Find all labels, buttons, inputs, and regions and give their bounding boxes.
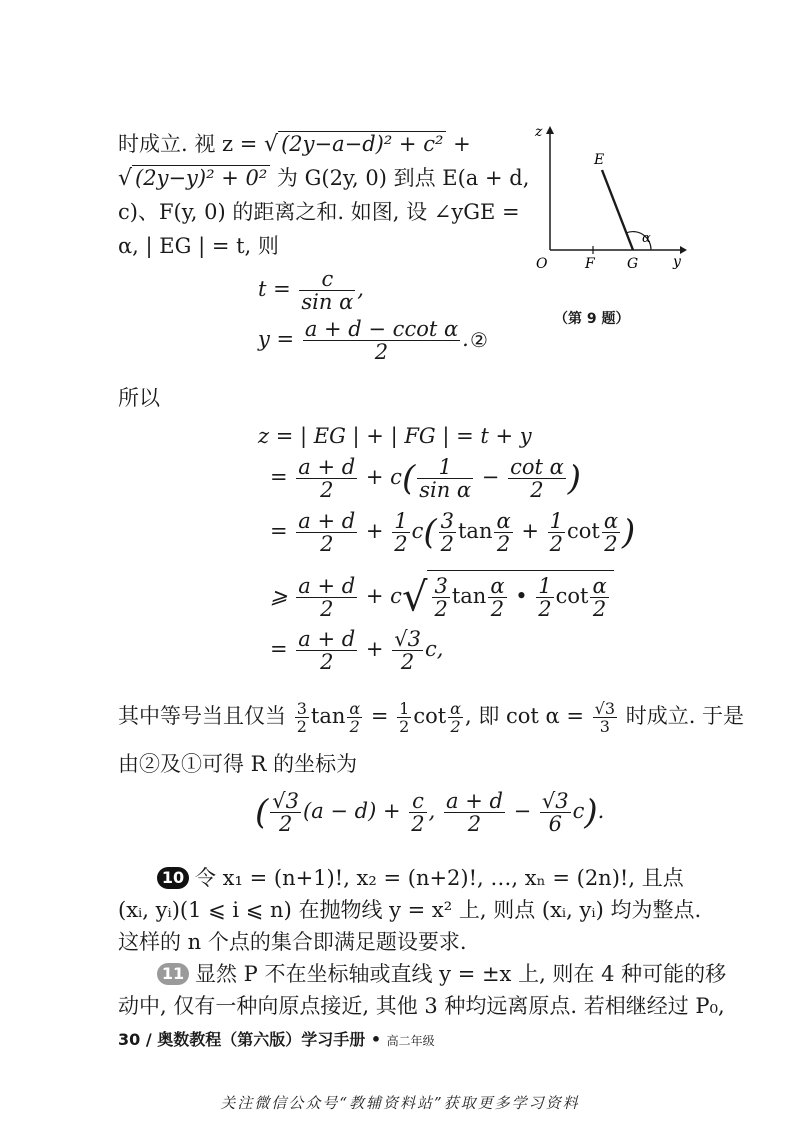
text: +	[365, 519, 384, 543]
suoyi: 所以	[118, 386, 160, 410]
text: 显然 P 不在坐标轴或直线 y = ±x 上, 则在 4 种可能的移	[195, 962, 727, 986]
punct: ,	[357, 277, 364, 301]
text: 时成立. 于是	[619, 704, 745, 728]
separator: /	[145, 1030, 152, 1049]
fraction	[296, 510, 357, 555]
para1-line1: 时成立. 视 z = √ (2y−a−d)² + c² +	[118, 132, 471, 157]
numerator: α	[450, 699, 461, 718]
numerator: a + d	[446, 789, 503, 813]
text: + c	[365, 584, 402, 608]
equation-tag-2: ②	[470, 328, 488, 352]
denominator: 2	[278, 812, 293, 836]
text: 为 G(2y, 0) 到点 E(a + d,	[270, 166, 530, 190]
chain-row2: = $\frac{a + d}{2}$ + c( $\frac{1}{\text{sin α}}$ − $\frac{\text{cot α}}{2}$ )	[270, 455, 582, 502]
text: c	[424, 637, 437, 661]
sqrt-expression: (2y−a−d)² + c²	[278, 131, 446, 156]
problem-10-badge: 10	[157, 867, 189, 889]
denominator: 2	[440, 532, 454, 556]
G-label: G	[627, 256, 639, 272]
fraction	[432, 575, 449, 620]
numerator: 1	[399, 699, 410, 718]
numerator: √3	[394, 627, 421, 651]
z-axis-arrow	[546, 126, 554, 134]
z-label: z	[535, 124, 543, 140]
denominator: 2	[320, 532, 334, 556]
fraction	[444, 790, 505, 835]
numerator: 1	[417, 456, 473, 479]
problem-10-line2: (xᵢ, yᵢ)(1 ⩽ i ⩽ n) 在抛物线 y = x² 上, 则点 (xᵢ, yᵢ) 均为整点.	[118, 898, 702, 922]
book-title: 奥数教程（第六版）学习手册 •	[157, 1030, 382, 1049]
fraction	[347, 700, 362, 735]
chain-row1: z = | EG | + | FG | = t + y	[258, 424, 532, 448]
chain-row4: ⩾ $\frac{a + d}{2}$ + c√ $\frac{3}{2}$ tan $\frac{\alpha}{2}$ • $\frac{1}{2}$ cot $\frac{\alpha}{2}$	[270, 570, 614, 621]
numerator: a + d	[298, 455, 356, 479]
fraction	[296, 628, 357, 673]
fraction	[548, 510, 565, 555]
watermark: 关注微信公众号“教辅资料站”获取更多学习资料	[220, 1094, 580, 1112]
denominator: 3	[599, 717, 610, 736]
denominator: 2	[349, 717, 360, 736]
punct: .	[462, 327, 469, 351]
numerator: a + d	[298, 574, 356, 598]
fraction	[303, 318, 460, 363]
text: cot	[555, 584, 589, 608]
fraction	[299, 268, 355, 313]
numerator: 1	[549, 509, 564, 533]
text: tan	[310, 704, 346, 728]
text: −	[481, 465, 500, 489]
denominator: 2	[320, 478, 334, 502]
grade-label: 高二年级	[386, 1034, 435, 1048]
denominator: 2	[320, 650, 334, 674]
equation-y	[258, 318, 469, 363]
fraction	[295, 700, 309, 735]
denominator: 2	[400, 650, 415, 674]
eq-sign: =	[270, 519, 288, 543]
alpha-label: α	[642, 231, 651, 246]
segment-EG	[602, 170, 633, 250]
numerator: a + d	[298, 509, 356, 533]
denominator: 2	[592, 597, 607, 621]
problem-11-line1	[157, 960, 726, 988]
problem-10-line3: 这样的 n 个点的集合即满足题设要求.	[118, 930, 467, 954]
para2-line2: 由②及①可得 R 的坐标为	[118, 752, 358, 776]
numerator: 3	[296, 699, 307, 718]
eq-sign: =	[270, 465, 288, 489]
fraction	[494, 510, 512, 555]
text: +	[521, 519, 539, 543]
fraction	[540, 790, 571, 835]
figure-caption: （第 9 题）	[554, 311, 630, 327]
para1-line3: c)、F(y, 0) 的距离之和. 如图, 设 ∠yGE =	[118, 200, 520, 224]
y-label: y	[673, 254, 681, 270]
fraction	[296, 456, 357, 501]
denominator: 2	[320, 597, 334, 621]
text: (a − d) +	[303, 799, 408, 823]
text: + c	[365, 465, 402, 489]
para2-line1	[118, 700, 744, 735]
sqrt-expression: (2y−y)² + 0²	[132, 165, 270, 190]
denominator: 2	[394, 532, 408, 556]
numerator: √3	[594, 699, 616, 718]
text: tan	[457, 519, 493, 543]
denominator: 2	[604, 532, 618, 556]
text: =	[364, 704, 396, 728]
denominator: 2	[374, 340, 389, 364]
equation-t	[258, 268, 364, 313]
numerator: 3	[440, 509, 454, 533]
text: , 即 cot α =	[464, 704, 591, 728]
denominator: sin α	[301, 290, 354, 314]
denominator: 2	[434, 597, 448, 621]
denominator: 2	[467, 812, 482, 836]
geq-sign: ⩾	[270, 584, 288, 608]
numerator: α	[490, 574, 505, 598]
problem-11-badge: 11	[157, 963, 189, 985]
numerator: √3	[541, 789, 569, 813]
denominator: 2	[496, 532, 511, 556]
numerator: α	[592, 574, 607, 598]
lhs: y =	[258, 327, 295, 351]
O-label: O	[536, 256, 548, 272]
sqrt-body	[427, 570, 613, 620]
denominator: 2	[296, 717, 307, 736]
fraction	[417, 456, 473, 501]
denominator: 2	[490, 597, 505, 621]
fraction	[270, 790, 301, 835]
denominator: 2	[411, 812, 425, 836]
text: ,	[428, 799, 442, 823]
text: tan	[451, 584, 487, 608]
numerator: c	[409, 790, 426, 813]
fraction	[590, 575, 608, 620]
eq-sign: =	[270, 637, 288, 661]
numerator: 1	[394, 509, 408, 533]
fraction	[488, 575, 506, 620]
text: cot	[567, 519, 600, 543]
punct: .	[597, 799, 605, 823]
problem-10-line1	[157, 864, 684, 892]
chain-row3: = $\frac{a + d}{2}$ + $\frac{1}{2}$ c( $\frac{3}{2}$ tan $\frac{\alpha}{2}$ + $\frac{1}{2}$ cot $\frac{\alpha}{2}$ )	[270, 509, 636, 556]
text: −	[506, 799, 538, 823]
problem-11-line2: 动中, 仅有一种向原点接近, 其他 3 种均远离原点. 若相继经过 P₀,	[118, 994, 725, 1018]
punct: ,	[436, 637, 444, 661]
text: 时成立. 视 z =	[118, 132, 265, 156]
fraction	[602, 510, 620, 555]
numerator: √3	[272, 789, 300, 813]
text: +	[365, 637, 384, 661]
denominator: 2	[399, 717, 410, 736]
text: c	[411, 519, 424, 543]
figure-9	[505, 120, 690, 275]
fraction	[392, 510, 409, 555]
fraction	[536, 575, 553, 620]
numerator: α	[496, 509, 511, 533]
page-number: 30	[118, 1030, 141, 1049]
fraction	[296, 575, 357, 620]
text: c	[572, 799, 585, 823]
numerator: cot α	[510, 455, 564, 479]
text: +	[446, 132, 471, 156]
chain-row5	[270, 628, 443, 673]
fraction	[448, 700, 463, 735]
numerator: α	[349, 699, 361, 718]
fraction	[409, 790, 426, 835]
numerator: a + d	[298, 627, 356, 651]
dot: •	[515, 584, 528, 608]
F-label: F	[585, 256, 595, 272]
fraction	[593, 700, 617, 735]
coordinate-expression: ( $\frac{√3}{2}$ (a − d) + $\frac{c}{2}$ , $\frac{a + d}{2}$ − $\frac{√3}{6}$ c).	[255, 789, 605, 836]
fraction	[439, 510, 456, 555]
lhs: t =	[258, 277, 291, 301]
numerator: a + d − ccot α	[304, 317, 459, 341]
denominator: 2	[538, 597, 552, 621]
fraction	[397, 700, 411, 735]
denominator: 6	[548, 812, 562, 836]
denominator: 2	[549, 532, 564, 556]
numerator: 3	[434, 574, 448, 598]
fraction	[508, 456, 566, 501]
denominator: sin α	[419, 478, 472, 502]
page-footer	[118, 1027, 435, 1050]
para1-line2: √ (2y−y)² + 0² 为 G(2y, 0) 到点 E(a + d,	[118, 166, 530, 191]
text: cot	[413, 704, 447, 728]
E-label: E	[594, 152, 605, 168]
text: 令 x₁ = (n+1)!, x₂ = (n+2)!, …, xₙ = (2n)!, 且点	[195, 866, 684, 890]
numerator: c	[299, 268, 355, 291]
para1-line4: α, | EG | = t, 则	[118, 234, 279, 258]
y-axis-arrow	[680, 246, 687, 254]
numerator: α	[603, 509, 619, 533]
fraction	[392, 628, 423, 673]
denominator: 2	[450, 717, 461, 736]
text: 其中等号当且仅当	[118, 704, 293, 728]
denominator: 2	[530, 478, 544, 502]
numerator: 1	[538, 574, 552, 598]
